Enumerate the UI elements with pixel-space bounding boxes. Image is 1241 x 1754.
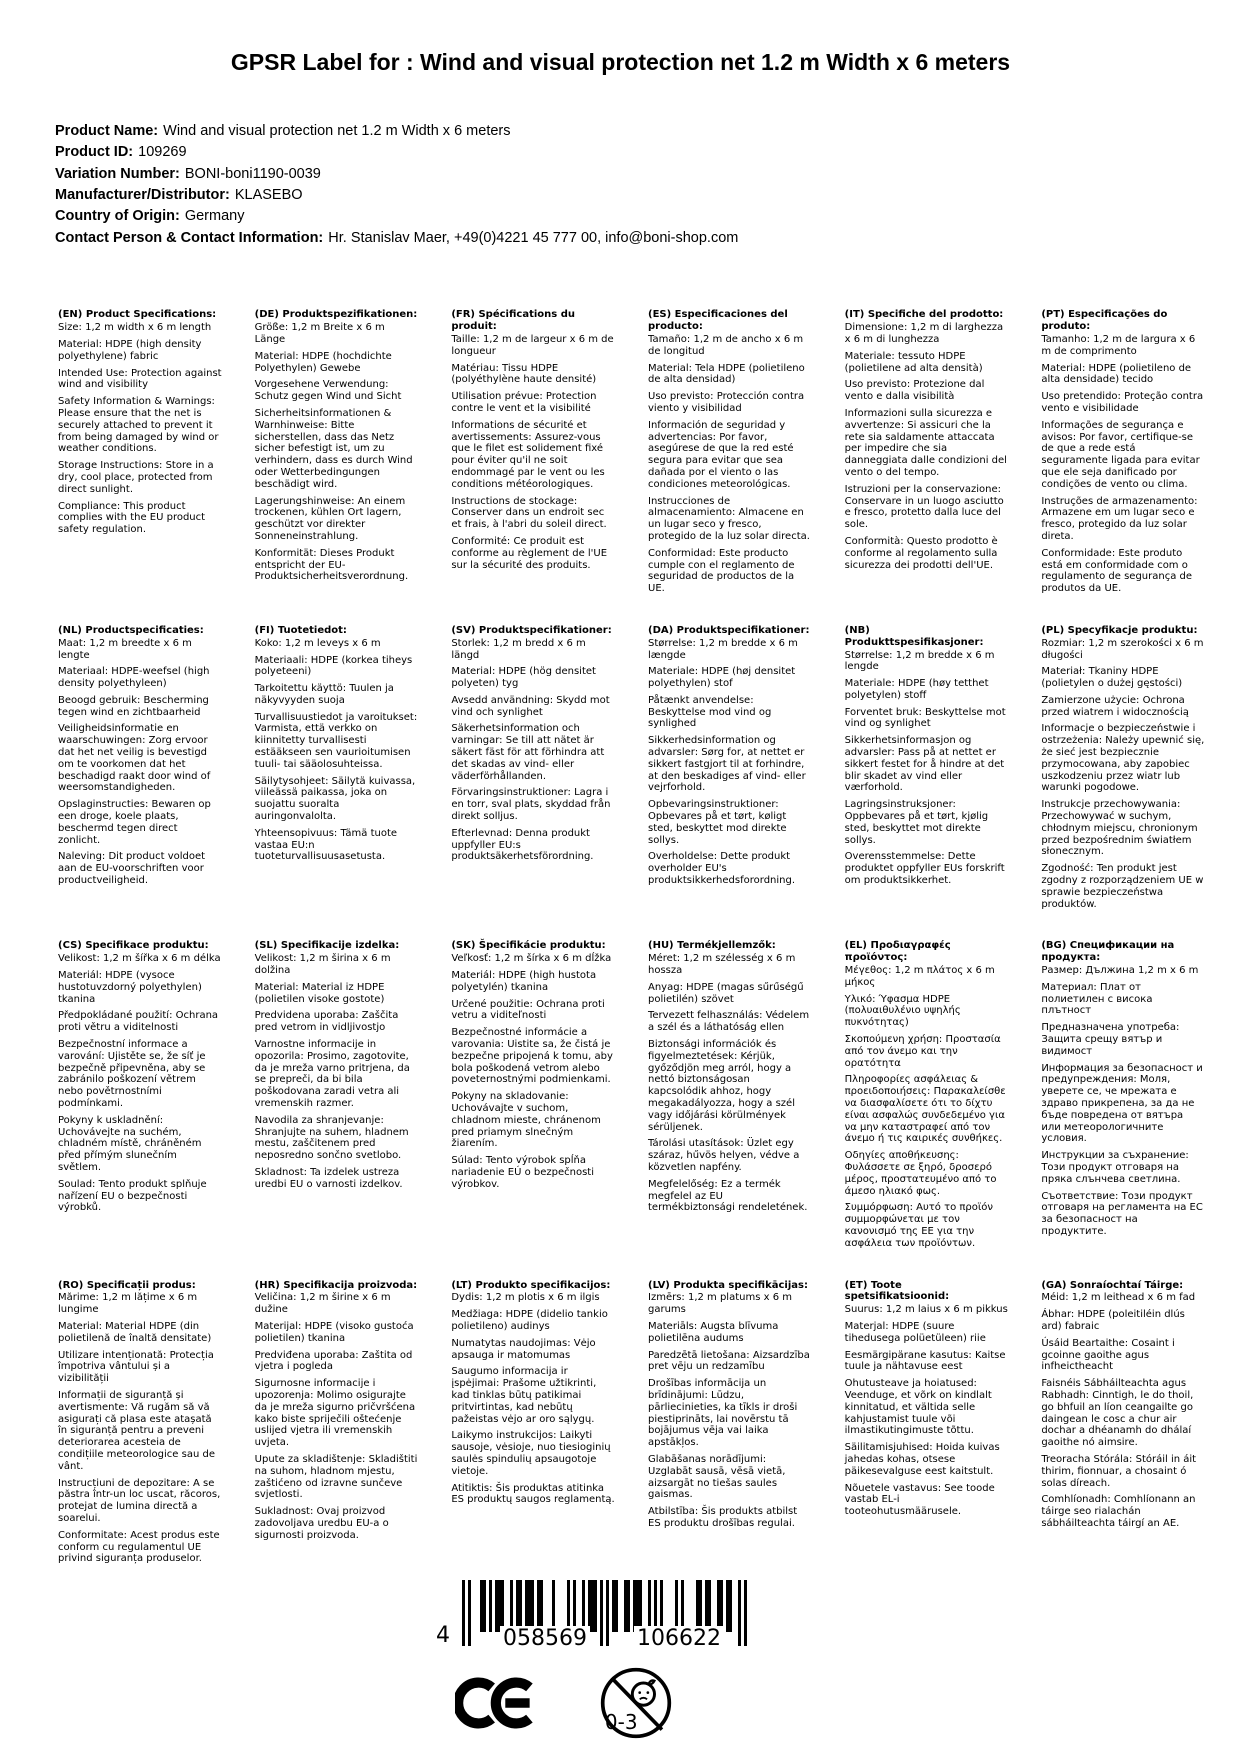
- spec-paragraph: Informações de segurança e avisos: Por favor, certifique-se de que a rede está seguramente ligada para evitar que ele seja danificado por condições de vento ou clima.: [1041, 419, 1200, 490]
- spec-paragraph: Sikkerhetsinformasjon og advarsler: Pass på at nettet er sikkert festet for å hindre at det blir skadet av vind eller værforhold.: [844, 735, 1005, 794]
- spec-paragraph: Forventet bruk: Beskyttelse mot vind og synlighet: [844, 706, 1006, 730]
- spec-paragraph: Maat: 1,2 m breedte x 6 m lengte: [58, 637, 192, 661]
- spec-paragraph: Predviđena uporaba: Zaštita od vjetra i pogleda: [254, 1349, 413, 1373]
- lang-block-ro: [58, 1280, 222, 1571]
- spec-paragraph: Intended Use: Protection against wind and visibility: [58, 367, 222, 391]
- spec-paragraph: Materiaal: HDPE-weefsel (high density polyethyleen): [58, 666, 210, 690]
- lang-header: (FR) Spécifications du produit:: [451, 309, 575, 333]
- lang-header: (NL) Productspecificaties:: [58, 624, 204, 636]
- language-grid: [58, 309, 1205, 1570]
- spec-paragraph: Uso previsto: Protección contra viento y visibilidad: [648, 391, 805, 414]
- spec-paragraph: Velikost: 1,2 m širina x 6 m dolžina: [254, 953, 391, 977]
- spec-paragraph: Atitiktis: Šis produktas atitinka ES produktų saugos reglamentą.: [451, 1482, 615, 1506]
- lang-block-ga: [1041, 1280, 1205, 1571]
- spec-paragraph: Drošības informācija un brīdinājumi: Lūdzu, pārliecinieties, ka tīkls ir droši piestiprināts, lai novērstu tā bojājumus vēja vai laika apstākļos.: [648, 1378, 798, 1449]
- spec-paragraph: Faisnéis Sábháilteachta agus Rabhadh: Cinntigh, le do thoil, go bhfuil an líon ceangailte go daingean le cosc a chur air dochar a dhéanamh do dhálaí gaoithe nó aimsire.: [1041, 1378, 1194, 1449]
- spec-paragraph: Soulad: Tento produkt splňuje nařízení EU o bezpečnosti výrobků.: [58, 1178, 207, 1214]
- lang-block-sk: [451, 940, 615, 1254]
- spec-paragraph: Safety Information & Warnings: Please ensure that the net is securely attached to prevent it from being damaged by wind or weather conditions.: [58, 396, 219, 455]
- lang-block-nl: [58, 625, 222, 916]
- lang-block-pl: [1041, 625, 1205, 916]
- spec-paragraph: Ohutusteave ja hoiatused: Veenduge, et võrk on kindlalt kinnitatud, et vältida selle kahjustamist tuule või ilmastikutingimuste tõttu.: [844, 1378, 992, 1437]
- spec-paragraph: Pokyny na skladovanie: Uchovávajte v suchom, chladnom mieste, chránenom pred priamym slnečným žiarením.: [451, 1091, 601, 1150]
- spec-paragraph: Informazioni sulla sicurezza e avvertenze: Si assicuri che la rete sia saldamente attaccata per impedire che sia danneggiata dalle condizioni del vento o del tempo.: [844, 407, 1007, 478]
- spec-paragraph: Vorgesehene Verwendung: Schutz gegen Wind und Sicht: [254, 379, 402, 403]
- spec-paragraph: Πληροφορίες ασφάλειας & προειδοποιήσεις: Παρακαλείσθε να διασφαλίσετε ότι το δίχτυ είναι ασφαλώς συνδεδεμένο για να μην καταστραφεί από τον άνεμο ή τις καιρικές συνθήκες.: [844, 1074, 1006, 1145]
- spec-paragraph: Méid: 1,2 m leithead x 6 m fad: [1041, 1292, 1196, 1304]
- lang-header: (HR) Specifikacija proizvoda:: [254, 1279, 418, 1291]
- product-info-label: Product Name:: [55, 122, 159, 139]
- spec-paragraph: Atbilstība: Šis produkts atbilst ES produktu drošības regulai.: [648, 1506, 798, 1529]
- spec-paragraph: Sicherheitsinformationen & Warnhinweise: Bitte sicherstellen, dass das Netz sicher befestigt ist, um zu verhindern, dass es durch Wind oder Wetterbedingungen beschädigt wird.: [254, 407, 413, 490]
- spec-paragraph: Bezpečnostní informace a varování: Ujistěte se, že síť je bezpečně připevněna, aby se zabránilo poškození větrem nebo povětrnostními podmínkami.: [58, 1039, 206, 1109]
- spec-paragraph: Størrelse: 1,2 m bredde x 6 m længde: [648, 637, 798, 661]
- spec-paragraph: Materiale: HDPE (høy tetthet polyetylen) stoff: [844, 678, 989, 701]
- product-info-label: Product ID:: [55, 144, 134, 161]
- compliance-marks: [455, 1666, 1241, 1740]
- lang-block-bg: [1041, 940, 1205, 1254]
- spec-paragraph: Material: HDPE (hochdichte Polyethylen) Gewebe: [254, 350, 392, 374]
- spec-paragraph: Dydis: 1,2 m plotis x 6 m ilgis: [451, 1292, 600, 1304]
- spec-paragraph: Súlad: Tento výrobok spĺňa nariadenie EÚ o bezpečnosti výrobkov.: [451, 1155, 594, 1190]
- spec-paragraph: Предназначена употреба: Защита срещу вятър и видимост: [1041, 1022, 1180, 1057]
- lang-block-hu: [648, 940, 812, 1254]
- spec-paragraph: Materiale: tessuto HDPE (polietilene ad alta densità): [844, 350, 983, 374]
- spec-paragraph: Material: HDPE (high density polyethylene) fabric: [58, 338, 202, 362]
- lang-block-en: [58, 309, 222, 600]
- spec-paragraph: Pokyny k uskladnění: Uchovávejte na suchém, chladném místě, chráněném před přímým slunečním světlem.: [58, 1114, 202, 1173]
- lang-header: (ET) Toote spetsifikatsioonid:: [844, 1279, 950, 1303]
- product-info-label: Country of Origin:: [55, 208, 180, 225]
- spec-paragraph: Conformità: Questo prodotto è conforme al regolamento sulla sicurezza dei prodotti dell'UE.: [844, 535, 998, 571]
- lang-header: (GA) Sonraíochtaí Táirge:: [1041, 1279, 1184, 1291]
- spec-paragraph: Informacje o bezpieczeństwie i ostrzeżenia: Należy upewnić się, że sieć jest bezpiecznie przymocowana, aby zapobiec uszkodzeniu przez wiatr lub warunki pogodowe.: [1041, 723, 1205, 794]
- spec-paragraph: Saugumo informacija ir įspėjimai: Prašome užtikrinti, kad tinklas būtų patikimai pritvirtintas, kad nebūtų pažeistas vėjo ar oro sąlygų.: [451, 1366, 597, 1425]
- spec-paragraph: Materiál: HDPE (high hustota polyetylén) tkanina: [451, 970, 597, 993]
- spec-paragraph: Laikymo instrukcijos: Laikyti sausoje, vėsioje, nuo tiesioginių saulės spindulių apsaugotoje vietoje.: [451, 1430, 611, 1477]
- spec-paragraph: Efterlevnad: Denna produkt uppfyller EU:s produktsäkerhetsförordning.: [451, 827, 594, 863]
- product-info: [55, 121, 1241, 250]
- spec-paragraph: Megfelelőség: Ez a termék megfelel az EU termékbiztonsági rendeletének.: [648, 1178, 808, 1214]
- lang-header: (ES) Especificaciones del producto:: [648, 309, 788, 333]
- product-info-row: [55, 206, 1241, 227]
- spec-paragraph: Tárolási utasítások: Üzlet egy száraz, hűvös helyen, védve a közvetlen napfény.: [648, 1138, 800, 1173]
- lang-header: (NB) Produkttspesifikasjoner:: [844, 624, 984, 648]
- spec-paragraph: Säilitamisjuhised: Hoida kuivas jahedas kohas, otsese päikesevalguse eest kaitstult.: [844, 1442, 1000, 1477]
- spec-paragraph: Úsáid Beartaithe: Cosaint i gcoinne gaoithe agus infheictheacht: [1041, 1337, 1175, 1373]
- product-info-value: Germany: [184, 208, 245, 225]
- lang-block-et: [845, 1280, 1009, 1571]
- spec-paragraph: Eesmärgipärane kasutus: Kaitse tuule ja nähtavuse eest: [844, 1349, 1006, 1373]
- product-info-label: Contact Person & Contact Information:: [55, 229, 324, 246]
- page-title: GPSR Label for : Wind and visual protection net 1.2 m Width x 6 meters: [230, 49, 1011, 75]
- product-info-row: [55, 121, 1241, 142]
- spec-paragraph: Určené použitie: Ochrana proti vetru a viditeľnosti: [451, 998, 605, 1022]
- lang-block-fi: [255, 625, 419, 916]
- spec-paragraph: Material: HDPE (polietileno de alta densidade) tecido: [1041, 362, 1192, 386]
- spec-paragraph: Overholdelse: Dette produkt overholder EU's produktsikkerhedsforordning.: [648, 851, 796, 887]
- spec-paragraph: Lagringsinstruksjoner: Oppbevares på et tørt, kjølig sted, beskyttet mot direkte sollys.: [844, 799, 989, 846]
- spec-paragraph: Material: Tela HDPE (polietileno de alta densidad): [648, 362, 805, 386]
- spec-paragraph: Tamanho: 1,2 m de largura x 6 m de comprimento: [1041, 333, 1196, 357]
- spec-paragraph: Instrucțiuni de depozitare: A se păstra într-un loc uscat, răcoros, protejat de lumina directă a soarelui.: [58, 1477, 221, 1524]
- spec-paragraph: Varnostne informacije in opozorila: Prosimo, zagotovite, da je mreža varno pritrjena, da se prepreči, da bi bila poškodovana zaradi vetra ali vremenskih razmer.: [254, 1039, 410, 1109]
- spec-paragraph: Größe: 1,2 m Breite x 6 m Länge: [254, 322, 385, 345]
- spec-paragraph: Uso pretendido: Proteção contra vento e visibilidade: [1041, 391, 1204, 414]
- spec-paragraph: Información de seguridad y advertencias: Por favor, asegúrese de que la red esté segura para evitar que sea dañada por el viento o las condiciones meteorológicas.: [648, 419, 794, 490]
- spec-paragraph: Materiaali: HDPE (korkea tiheys polyeteeni): [254, 654, 413, 678]
- lang-header: (FI) Tuotetiedot:: [254, 624, 347, 636]
- product-info-row: [55, 228, 1241, 249]
- spec-paragraph: Μέγεθος: 1,2 m πλάτος x 6 m μήκος: [844, 965, 995, 988]
- spec-paragraph: Zgodność: Ten produkt jest zgodny z rozporządzeniem UE w sprawie bezpieczeństwa produktów.: [1041, 863, 1204, 910]
- lang-block-pt: [1041, 309, 1205, 600]
- lang-header: (LT) Produkto specifikacijos:: [451, 1279, 611, 1291]
- spec-paragraph: Instrukcje przechowywania: Przechowywać w suchym, chłodnym miejscu, chronionym przed bezpośrednim światłem słonecznym.: [1041, 799, 1198, 858]
- spec-paragraph: Treoracha Stórála: Stóráil in áit thirim, fionnuar, a chosaint ó solas díreach.: [1041, 1453, 1197, 1489]
- spec-paragraph: Materiāls: Augsta blīvuma polietilēna audums: [648, 1320, 779, 1344]
- spec-paragraph: Material: Material HDPE (din polietilenă de înaltă densitate): [58, 1320, 212, 1344]
- footer: [392, 1580, 1241, 1740]
- spec-paragraph: Σκοπούμενη χρήση: Προστασία από τον άνεμο και την ορατότητα: [844, 1034, 1001, 1069]
- spec-paragraph: Materiale: HDPE (høj densitet polyethylen) stof: [648, 666, 796, 690]
- spec-paragraph: Compliance: This product complies with the EU product safety regulation.: [58, 500, 206, 536]
- spec-paragraph: Συμμόρφωση: Αυτό το προϊόν συμμορφώνεται με τον κανονισμό της ΕΕ για την ασφάλεια των προϊόντων.: [844, 1202, 993, 1249]
- spec-paragraph: Dimensione: 1,2 m di larghezza x 6 m di lunghezza: [844, 322, 1004, 345]
- spec-paragraph: Rozmiar: 1,2 m szerokości x 6 m długości: [1041, 637, 1204, 661]
- spec-paragraph: Izmērs: 1,2 m platums x 6 m garums: [648, 1292, 792, 1316]
- spec-paragraph: Påtænkt anvendelse: Beskyttelse mod vind og synlighed: [648, 694, 772, 730]
- spec-paragraph: Matériau: Tissu HDPE (polyéthylène haute densité): [451, 362, 597, 386]
- spec-paragraph: Size: 1,2 m width x 6 m length: [58, 322, 212, 334]
- spec-paragraph: Conformitate: Acest produs este conform cu regulamentul UE privind siguranța produselor.: [58, 1529, 220, 1565]
- spec-paragraph: Storlek: 1,2 m bredd x 6 m längd: [451, 637, 586, 661]
- age-warning-text: 0-3: [604, 1709, 638, 1734]
- spec-paragraph: Υλικό: Ύφασμα HDPE (πολυαιθυλένιο υψηλής πυκνότητας): [844, 993, 961, 1029]
- spec-paragraph: Tarkoitettu käyttö: Tuulen ja näkyvyyden suoja: [254, 683, 394, 706]
- spec-paragraph: Storage Instructions: Store in a dry, cool place, protected from direct sunlight.: [58, 460, 214, 495]
- spec-paragraph: Materjal: HDPE (suure tihedusega polüetüleen) riie: [844, 1320, 986, 1344]
- lang-block-es: [648, 309, 812, 600]
- lang-header: (CS) Specifikace produktu:: [58, 940, 209, 952]
- spec-paragraph: Informations de sécurité et avertissements: Assurez-vous que le filet est solidement fixé pour éviter qu'il ne soit endommagé par le vent ou les conditions météorologiques.: [451, 419, 605, 490]
- spec-paragraph: Taille: 1,2 m de largeur x 6 m de longueur: [451, 333, 614, 357]
- spec-paragraph: Nõuetele vastavus: See toode vastab EL-i tooteohutusmäärusele.: [844, 1482, 995, 1518]
- spec-paragraph: Размер: Дължина 1,2 m x 6 m: [1041, 965, 1199, 977]
- spec-paragraph: Instructions de stockage: Conserver dans un endroit sec et frais, à l'abri du soleil direct.: [451, 495, 607, 531]
- spec-paragraph: Informații de siguranță și avertismente: Vă rugăm să vă asigurați că plasa este atașată în siguranță pentru a preveni deteriorarea acesteia de condițiile meteorologice sau de vânt.: [58, 1389, 215, 1472]
- spec-paragraph: Sikkerhedsinformation og advarsler: Sørg for, at nettet er sikkert fastgjort til at forhindre, at den beskadiges af vind- eller vejrforhold.: [648, 735, 806, 794]
- lang-header: (DE) Produktspezifikationen:: [254, 309, 418, 321]
- spec-paragraph: Uso previsto: Protezione dal vento e dalla visibilità: [844, 379, 985, 403]
- product-info-row: [55, 185, 1241, 206]
- spec-paragraph: Velikost: 1,2 m šířka x 6 m délka: [58, 953, 221, 965]
- spec-paragraph: Biztonsági információk és figyelmeztetések: Kérjük, győződjön meg arról, hogy a nettó biztonságosan kapcsolódik ahhoz, hogy megakadályozza, hogy a szél vagy időjárási körülmények sérüljenek.: [648, 1039, 795, 1133]
- product-info-value: Hr. Stanislav Maer, +49(0)4221 45 777 00, info@boni-shop.com: [328, 229, 739, 246]
- barcode-left-digits: 058569: [500, 1626, 590, 1651]
- barcode-right-digits: 106622: [634, 1626, 724, 1651]
- spec-paragraph: Comhlíonadh: Comhlíonann an táirge seo rialachán sábháilteachta táirgí an AE.: [1041, 1494, 1196, 1529]
- ce-mark-icon: [455, 1675, 543, 1731]
- lang-block-lt: [451, 1280, 615, 1571]
- spec-paragraph: Instrucciones de almacenamiento: Almacene en un lugar seco y fresco, protegido de la luz solar directa.: [648, 495, 810, 542]
- spec-paragraph: Koko: 1,2 m leveys x 6 m: [254, 637, 381, 649]
- lang-header: (EN) Product Specifications:: [58, 309, 217, 321]
- lang-block-hr: [255, 1280, 419, 1571]
- age-warning-icon: [599, 1666, 673, 1740]
- lang-header: (BG) Спецификации на продукта:: [1041, 940, 1175, 964]
- barcode-lead-digit: 4: [436, 1623, 450, 1649]
- spec-paragraph: Bezpečnostné informácie a varovania: Uistite sa, že čistá je bezpečne pripojená k tomu, aby bola poškodená vetrom alebo poveternostnými podmienkami.: [451, 1027, 613, 1086]
- spec-paragraph: Ábhar: HDPE (poleitiléin dlús ard) fabraic: [1041, 1309, 1185, 1332]
- product-info-label: Manufacturer/Distributor:: [55, 187, 230, 204]
- spec-paragraph: Förvaringsinstruktioner: Lagra i en torr, sval plats, skyddad från direkt solljus.: [451, 787, 611, 823]
- spec-paragraph: Anyag: HDPE (magas sűrűségű polietilén) szövet: [648, 981, 804, 1005]
- spec-paragraph: Materijal: HDPE (visoko gustoća polietilen) tkanina: [254, 1320, 414, 1344]
- spec-paragraph: Lagerungshinweise: An einem trockenen, kühlen Ort lagern, geschützt vor direkter Sonneneinstrahlung.: [254, 495, 406, 542]
- spec-paragraph: Medžiaga: HDPE (didelio tankio polietileno) audinys: [451, 1309, 608, 1332]
- spec-paragraph: Méret: 1,2 m szélesség x 6 m hossza: [648, 953, 796, 977]
- lang-block-nb: [845, 625, 1009, 916]
- spec-paragraph: Istruzioni per la conservazione: Conservare in un luogo asciutto e fresco, protetto dalla luce del sole.: [844, 483, 1004, 531]
- spec-paragraph: Opslaginstructies: Bewaren op een droge, koele plaats, beschermd tegen direct zonlicht.: [58, 799, 211, 846]
- spec-paragraph: Konformität: Dieses Produkt entspricht der EU-Produktsicherheitsverordnung.: [254, 547, 409, 583]
- spec-paragraph: Glabāšanas norādījumi: Uzglabāt sausā, vēsā vietā, aizsargāt no tiešas saules gaismas.: [648, 1453, 786, 1501]
- spec-paragraph: Veľkosť: 1,2 m šírka x 6 m dĺžka: [451, 953, 612, 965]
- spec-paragraph: Tervezett felhasználás: Védelem a szél és a láthatóság ellen: [648, 1010, 810, 1034]
- product-info-value: KLASEBO: [234, 187, 303, 204]
- product-info-label: Variation Number:: [55, 165, 180, 182]
- lang-header: (HU) Termékjellemzők:: [648, 940, 776, 952]
- spec-paragraph: Beoogd gebruik: Bescherming tegen wind en zichtbaarheid: [58, 694, 209, 718]
- spec-paragraph: Materiál: HDPE (vysoce hustotuvzdorný polyethylen) tkanina: [58, 970, 202, 1005]
- lang-header: (LV) Produkta specifikācijas:: [648, 1279, 808, 1291]
- lang-block-de: [255, 309, 419, 600]
- spec-paragraph: Tamaño: 1,2 m de ancho x 6 m de longitud: [648, 333, 804, 357]
- spec-paragraph: Säkerhetsinformation och varningar: Se till att nätet är säkert fäst för att förhindra att det skadas av vind- eller väderförhållanden.: [451, 723, 605, 782]
- spec-paragraph: Upute za skladištenje: Skladištiti na suhom, hladnom mjestu, zaštićeno od izravne sunčeve svjetlosti.: [254, 1453, 418, 1501]
- spec-paragraph: Skladnost: Ta izdelek ustreza uredbi EU o varnosti izdelkov.: [254, 1166, 403, 1190]
- lang-header: (PT) Especificações do produto:: [1041, 309, 1168, 333]
- lang-block-lv: [648, 1280, 812, 1571]
- product-info-row: [55, 142, 1241, 163]
- spec-paragraph: Instruções de armazenamento: Armazene em um lugar seco e fresco, protegido da luz solar direta.: [1041, 495, 1198, 542]
- spec-paragraph: Material: Material iz HDPE (polietilen visoke gostote): [254, 981, 385, 1005]
- spec-paragraph: Veiligheidsinformatie en waarschuwingen: Zorg ervoor dat het net veilig is bevestigd om te voorkomen dat het beschadigd raakt door wind of weersomstandigheden.: [58, 723, 211, 794]
- spec-paragraph: Utilizare intenționată: Protecția împotriva vântului și a vizibilității: [58, 1349, 214, 1385]
- lang-block-sv: [451, 625, 615, 916]
- spec-paragraph: Naleving: Dit product voldoet aan de EU-voorschriften voor productveiligheid.: [58, 851, 206, 887]
- ean-barcode: [436, 1580, 747, 1652]
- lang-header: (SL) Specifikacije izdelka:: [254, 940, 400, 952]
- lang-block-cs: [58, 940, 222, 1254]
- spec-paragraph: Mărime: 1,2 m lățime x 6 m lungime: [58, 1292, 198, 1316]
- spec-paragraph: Инструкции за съхранение: Този продукт отговаря на пряка слънчева светлина.: [1041, 1150, 1189, 1185]
- spec-paragraph: Utilisation prévue: Protection contre le vent et la visibilité: [451, 391, 597, 414]
- spec-paragraph: Sukladnost: Ovaj proizvod zadovoljava uredbu EU-a o sigurnosti proizvoda.: [254, 1506, 389, 1541]
- spec-paragraph: Opbevaringsinstruktioner: Opbevares på et tørt, køligt sted, beskyttet mod direkte sollys.: [648, 799, 787, 846]
- spec-paragraph: Οδηγίες αποθήκευσης: Φυλάσσετε σε ξηρό, δροσερό μέρος, προστατευμένο από το άμεσο ηλιακό φως.: [844, 1150, 997, 1197]
- lang-block-fr: [451, 309, 615, 600]
- lang-header: (PL) Specyfikacje produktu:: [1041, 624, 1198, 636]
- product-info-value: BONI-boni1190-0039: [184, 165, 321, 182]
- product-info-row: [55, 164, 1241, 185]
- lang-block-el: [845, 940, 1009, 1254]
- spec-paragraph: Veličina: 1,2 m širine x 6 m dužine: [254, 1292, 391, 1316]
- lang-header: (SK) Špecifikácie produktu:: [451, 940, 606, 952]
- spec-paragraph: Predvidena uporaba: Zaščita pred vetrom in vidljivostjo: [254, 1010, 399, 1034]
- lang-header: (RO) Specificații produs:: [58, 1279, 196, 1291]
- spec-paragraph: Съответствие: Този продукт отговаря на регламента на ЕС за безопасност на продуктите.: [1041, 1190, 1203, 1237]
- spec-paragraph: Turvallisuustiedot ja varoitukset: Varmista, että verkko on kiinnitetty turvallisesti estääkseen sen vaurioitumisen tuuli- tai sääolosuhteissa.: [254, 711, 418, 770]
- spec-paragraph: Paredzētā lietošana: Aizsardzība pret vēju un redzamību: [648, 1349, 810, 1373]
- spec-paragraph: Säilytysohjeet: Säilytä kuivassa, viileässä paikassa, joka on suojattu suoralta auringonvalolta.: [254, 775, 416, 823]
- lang-block-sl: [255, 940, 419, 1254]
- lang-header: (IT) Specifiche del prodotto:: [844, 309, 1004, 321]
- spec-paragraph: Conformité: Ce produit est conforme au règlement de l'UE sur la sécurité des produits.: [451, 535, 608, 571]
- spec-paragraph: Navodila za shranjevanje: Shranjujte na suhem, hladnem mestu, zaščitenem pred neposredno sončno svetlobo.: [254, 1114, 409, 1162]
- lang-block-da: [648, 625, 812, 916]
- spec-paragraph: Conformidade: Este produto está em conformidade com o regulamento de segurança de produtos da UE.: [1041, 547, 1193, 595]
- spec-paragraph: Conformidad: Este producto cumple con el reglamento de seguridad de productos de la UE.: [648, 547, 795, 595]
- spec-paragraph: Størrelse: 1,2 m bredde x 6 m lengde: [844, 649, 995, 673]
- spec-paragraph: Suurus: 1,2 m laius x 6 m pikkus: [844, 1304, 1008, 1316]
- spec-paragraph: Material: HDPE (hög densitet polyeten) tyg: [451, 666, 596, 690]
- spec-paragraph: Zamierzone użycie: Ochrona przed wiatrem i widocznością: [1041, 694, 1189, 718]
- spec-paragraph: Материал: Плат от полиетилен с висока плътност: [1041, 981, 1153, 1017]
- product-info-value: Wind and visual protection net 1.2 m Width x 6 meters: [163, 122, 511, 139]
- spec-paragraph: Materiał: Tkaniny HDPE (polietylen o dużej gęstości): [1041, 666, 1183, 690]
- spec-paragraph: Информация за безопасност и предупреждения: Моля, уверете се, че мрежата е здраво прикрепена, за да не бъде повредена от вятъра или метеорологичните условия.: [1041, 1062, 1203, 1145]
- spec-paragraph: Avsedd användning: Skydd mot vind och synlighet: [451, 694, 610, 718]
- spec-paragraph: Sigurnosne informacije i upozorenja: Molimo osigurajte da je mreža sigurno pričvršćena kako biste spriječili oštećenje uslijed vjetra ili vremenskih uvjeta.: [254, 1378, 416, 1449]
- spec-paragraph: Numatytas naudojimas: Vėjo apsauga ir matomumas: [451, 1337, 596, 1361]
- spec-paragraph: Overensstemmelse: Dette produktet oppfyller EUs forskrift om produktsikkerhet.: [844, 851, 1005, 887]
- lang-header: (EL) Προδιαγραφές προϊόντος:: [844, 940, 951, 964]
- spec-paragraph: Předpokládané použití: Ochrana proti větru a viditelnosti: [58, 1010, 219, 1034]
- product-info-value: 109269: [138, 144, 187, 161]
- lang-header: (DA) Produktspecifikationer:: [648, 624, 810, 636]
- lang-header: (SV) Produktspecifikationer:: [451, 624, 612, 636]
- spec-paragraph: Yhteensopivuus: Tämä tuote vastaa EU:n tuoteturvallisuusasetusta.: [254, 827, 398, 863]
- lang-block-it: [845, 309, 1009, 600]
